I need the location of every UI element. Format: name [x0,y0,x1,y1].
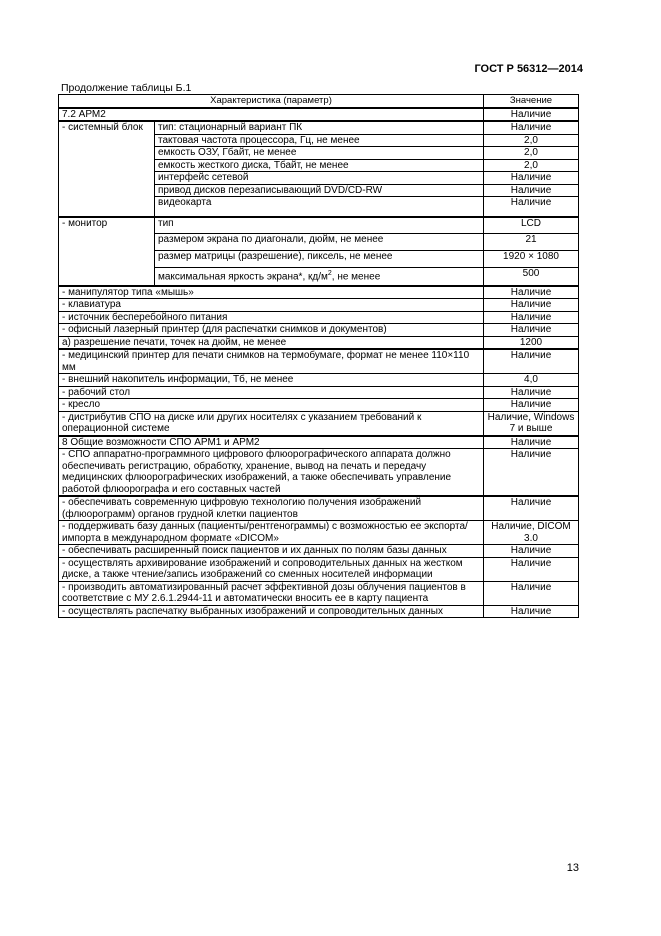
cell-value: 1200 [484,336,579,349]
cell-param: интерфейс сетевой [155,172,484,185]
cell-param: тактовая частота процессора, Гц, не менее [155,134,484,147]
spec-table [58,94,579,618]
cell-value: 500 [484,268,579,286]
cell-param: 8 Общие возможности СПО АРМ1 и АРМ2 [59,436,484,449]
cell-param: - осуществлять распечатку выбранных изображений и сопроводительных данных [59,605,484,618]
cell-param: - манипулятор типа «мышь» [59,286,484,299]
page-number: 13 [566,862,579,874]
table-row [59,299,579,312]
table-row [59,545,579,558]
table-header-row [59,95,579,108]
cell-value: LCD [484,217,579,234]
cell-value: Наличие [484,449,579,497]
cell-param: емкость жесткого диска, Тбайт, не менее [155,159,484,172]
brightness-label-tail: , не менее [331,271,381,283]
table-row [59,581,579,605]
cell-value: Наличие [484,557,579,581]
cell-param: - рабочий стол [59,386,484,399]
cell-value: Наличие [484,386,579,399]
table-row [59,521,579,545]
section-arm2: 7.2 АРМ2 [59,108,484,122]
cell-param: - клавиатура [59,299,484,312]
cell-value: Наличие [484,286,579,299]
cell-param: - медицинский принтер для печати снимков на термобумаге, формат не менее 110×110 мм [59,349,484,374]
table-row [59,496,579,521]
cell-value: 2,0 [484,159,579,172]
cell-param: - СПО аппаратно-программного цифрового флюорографического аппарата должно обеспечивать регистрацию, обработку, хранение, вывод на печать и передачу медицинских флюорографических изображений, а также обеспечивать управление работой флюорографа и его составных частей [59,449,484,497]
table-row [59,286,579,299]
table-row [59,324,579,337]
table-row [59,436,579,449]
cell-value: Наличие [484,545,579,558]
cell-value: 4,0 [484,374,579,387]
table-row [59,121,579,134]
cell-value: 1920 × 1080 [484,251,579,268]
cell-value: Наличие [484,349,579,374]
cell-value: Наличие [484,184,579,197]
brightness-label: максимальная яркость экрана*, кд/м [158,271,328,283]
cell-value: Наличие [484,581,579,605]
table-row [59,374,579,387]
table-row [59,399,579,412]
cell-param [155,268,484,286]
brightness-unit-exponent: 2 [327,270,332,277]
cell-param: привод дисков перезаписывающий DVD/CD-RW [155,184,484,197]
cell-value: Наличие [484,436,579,449]
table-row [59,349,579,374]
table-continuation-caption: Продолжение таблицы Б.1 [61,82,192,94]
cell-param: - внешний накопитель информации, Тб, не менее [59,374,484,387]
cell-value: 2,0 [484,147,579,160]
cell-param: размер матрицы (разрешение), пиксель, не менее [155,251,484,268]
table-row [59,449,579,497]
table-row [59,557,579,581]
table-row [59,411,579,436]
cell-value: Наличие [484,496,579,521]
cell-value: 21 [484,234,579,251]
cell-value: Наличие, DICOM 3.0 [484,521,579,545]
cell-param: тип: стационарный вариант ПК [155,121,484,134]
cell-value: 2,0 [484,134,579,147]
cell-param: - обеспечивать современную цифровую технологию получения изображений (флюорограмм) органов грудной клетки пациентов [59,496,484,521]
table-row [59,605,579,618]
cell-param: тип [155,217,484,234]
cell-value: Наличие [484,399,579,412]
table-row [59,108,579,122]
cell-value: Наличие [484,172,579,185]
cell-param: - кресло [59,399,484,412]
table-row [59,336,579,349]
cell-param: - осуществлять архивирование изображений и сопроводительных данных на жестком диске, а также чтение/запись изображений со сменных носителей информации [59,557,484,581]
header-value: Значение [484,95,579,108]
table-row [59,311,579,324]
cell-param: - офисный лазерный принтер (для распечатки снимков и документов) [59,324,484,337]
cell-value: Наличие [484,324,579,337]
cell-value: Наличие, Windows 7 и выше [484,411,579,436]
group-system-unit: - системный блок [59,121,155,217]
cell-value: Наличие [484,605,579,618]
group-monitor: - монитор [59,217,155,286]
cell-value: Наличие [484,108,579,122]
cell-param: - обеспечивать расширенный поиск пациентов и их данных по полям базы данных [59,545,484,558]
cell-value: Наличие [484,197,579,217]
table-row [59,386,579,399]
cell-param: размером экрана по диагонали, дюйм, не менее [155,234,484,251]
cell-value: Наличие [484,121,579,134]
cell-param: емкость ОЗУ, Гбайт, не менее [155,147,484,160]
cell-param: - дистрибутив СПО на диске или других носителях с указанием требований к операционной системе [59,411,484,436]
cell-value: Наличие [484,311,579,324]
cell-param: - поддерживать базу данных (пациенты/рентгенограммы) с возможностью ее экспорта/импорта в международном формате «DICOM» [59,521,484,545]
cell-param: - производить автоматизированный расчет эффективной дозы облучения пациентов в соответствие с МУ 2.6.1.2944-11 и автоматически вносить ее в карту пациента [59,581,484,605]
cell-param: - источник бесперебойного питания [59,311,484,324]
header-param: Характеристика (параметр) [59,95,484,108]
cell-value: Наличие [484,299,579,312]
cell-param: видеокарта [155,197,484,217]
cell-param: а) разрешение печати, точек на дюйм, не менее [59,336,484,349]
table-row [59,217,579,234]
standard-number: ГОСТ Р 56312—2014 [474,63,583,75]
